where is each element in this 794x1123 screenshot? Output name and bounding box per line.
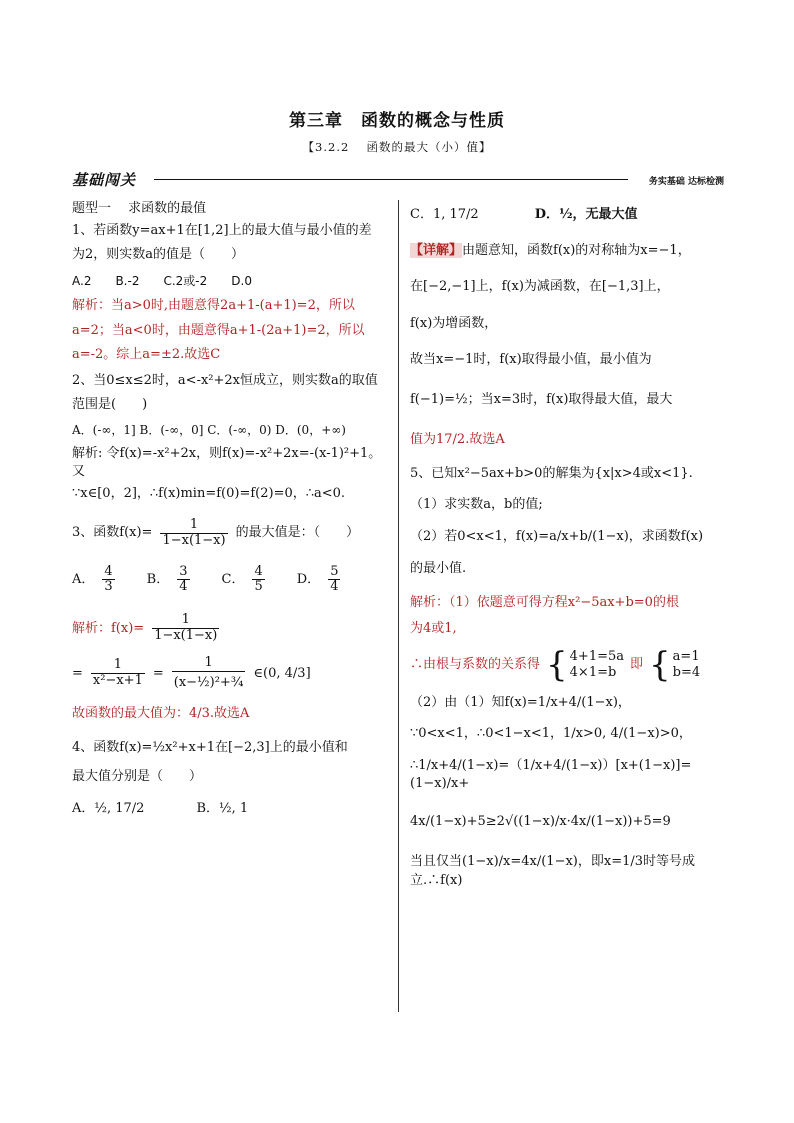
s5-sys2-eq2: b=4 [672,665,701,681]
s3-frac-den: 1−x(1−x) [154,628,218,644]
s3-prefix: 解析：f(x)= [72,620,145,636]
s5-line5: ∴1/x+4/(1−x)=（1/x+4/(1−x)）[x+(1−x)]=(1−x)/x+ [410,757,692,791]
q5-line1: 5、已知x²−5ax+b>0的解集为{x|x>4或x<1}. [410,466,693,482]
s3-eq-frac2 [172,656,246,691]
q4-options-cd [410,206,732,224]
q3-option-d-label: D． [296,571,321,587]
banner-rule [154,179,628,180]
s5-system-2: { a=1 b=4 [649,645,701,686]
d5-line: f(−1)=½；当x=3时，f(x)取得最大值，最大 [410,391,673,407]
q1-option-a: A.2 [72,273,92,288]
q3-option-d [297,565,343,596]
q3-option-a [72,565,117,596]
s5-system-intro: ∴由根与系数的关系得 [410,657,541,673]
d2-line: 在[−2,−1]上，f(x)为减函数，在[−1,3]上， [410,279,670,295]
q4-option-d: D．½，无最大值 [534,207,638,222]
s5-line2: 为4或1, [410,621,457,637]
s3-eq-set: ∈(0, 4/3] [253,665,311,681]
q3-option-c [222,565,267,596]
q3-option-b-frac [177,565,189,596]
s3-line1 [72,613,390,644]
q3-suffix: 的最大值是：（ ） [235,525,360,540]
s3-eq-n2: 1 [172,656,246,672]
q2-line2: 范围是( ) [72,397,148,413]
s5-line1: 解析：（1）依题意可得方程x²−5ax+b=0的根 [410,595,679,611]
type-heading: 题型一 求函数的最值 [72,201,207,216]
s3-line2: = $\frac{1}{\text{x²−x+1}}$ = $\frac{1}{\text{(x−½)²+¾}}$ ∈(0, 4/3] [72,655,311,691]
q3-b-num: 3 [179,563,188,579]
banner-tag: 务实基础 达标检测 [648,177,724,187]
s5-sys1-eq1: 4+1=5a [569,649,625,665]
d6-line: 值为17/2.故选A [410,432,505,448]
column-divider [398,200,399,1012]
page-title: 第三章 函数的概念与性质 [289,111,505,131]
q3-option-b-label: B． [146,571,170,587]
d4-line: 故当x=−1时，f(x)取得最小值，最小值为 [410,351,652,367]
banner-name: 基础闯关 [72,171,137,189]
right-column [410,200,732,890]
section-subtitle: 【3.2.2 函数的最大（小）值】 [302,140,492,154]
q1-options [72,273,390,290]
q3-a-den: 3 [104,579,113,595]
q3-options [72,565,390,596]
s3-frac-num: 1 [152,613,219,629]
section-banner [72,169,724,189]
s1-line3: a=-2。综上a=±2.故选C [72,346,221,362]
q4-option-b: B．½, 1 [196,800,249,816]
q3-c-den: 5 [254,579,263,595]
q3-c-num: 4 [254,563,263,579]
q4-option-c: C．1, 17/2 [410,207,479,222]
s3-eq-d1: x²−x+1 [92,673,143,689]
q3-d-num: 5 [330,563,339,579]
q3-option-c-label: C． [221,571,245,587]
d3-line: f(x)为增函数， [410,315,498,331]
q3-frac-num: 1 [160,518,227,534]
s5-system [410,645,732,686]
detail-tag: 【详解】 [410,243,463,259]
q3-frac-den: 1−x(1−x) [162,532,226,548]
s3-eq-n1: 1 [91,658,145,674]
q3-option-c-frac [252,565,264,596]
q1-option-c: C.2或-2 [163,273,208,288]
q4-line2: 最大值分别是（ ） [72,768,203,784]
s3-eq-frac1 [91,658,145,689]
q3-d-den: 4 [330,579,339,595]
q1-line1: 1、若函数y=ax+1在[1,2]上的最大值与最小值的差 [72,223,372,239]
d1-line [410,242,732,260]
s3-conclusion: 故函数的最大值为：4/3.故选A [72,706,250,722]
q5-line2: （1）求实数a，b的值; [410,496,543,512]
q3-fraction [160,518,227,549]
s2-line1: 解析: 令f(x)=-x²+2x，则f(x)=-x²+2x=-(x-1)²+1。又 [72,446,382,480]
s5-system-mid: 即 [630,657,644,673]
q4-line1: 4、函数f(x)=½x²+x+1在[−2,3]上的最小值和 [72,740,348,756]
q3-b-den: 4 [179,579,188,595]
s3-eq-d2: (x−½)²+¾ [173,675,244,691]
s1-line1: 解析：当a>0时,由题意得2a+1-(a+1)=2，所以 [72,298,355,314]
d1-text: 由题意知，函数f(x)的对称轴为x=−1， [462,243,691,259]
q3-option-a-frac [102,565,114,596]
q5-line4: 的最小值. [410,560,467,576]
q1-option-b: B.-2 [115,273,140,288]
s5-sys1-eq2: 4×1=b [569,665,617,681]
q3-a-num: 4 [104,563,113,579]
s5-line6: 4x/(1−x)+5≥2√((1−x)/x·4x/(1−x))+5=9 [410,814,671,830]
q1-line2: 为2，则实数a的值是（ ） [72,247,245,263]
q3-option-a-label: A． [72,571,95,587]
s3-fraction [152,613,219,644]
s5-system-1: { 4+1=5a 4×1=b [546,645,625,686]
q5-line3: （2）若0<x<1，f(x)=a/x+b/(1−x)，求函数f(x) [410,528,704,544]
s2-line2: ∵x∈[0，2]，∴f(x)min=f(0)=f(2)=0，∴a<0. [72,486,346,502]
q3-prefix: 3、函数f(x)= [72,525,153,540]
q1-option-d: D.0 [231,273,252,288]
q4-options-ab [72,800,390,818]
q2-line1: 2、当0≤x≤2时，a<-x²+2x恒成立，则实数a的取值 [72,372,378,388]
left-column [72,200,390,818]
s1-line2: a=2；当a<0时，由题意得a+1-(2a+1)=2，所以 [72,322,365,338]
q3-option-d-frac [328,565,340,596]
q4-option-a: A．½, 17/2 [72,800,145,816]
q2-options: A．(-∞，1] B．(-∞，0] C．(-∞，0) D．(0，+∞) [72,423,346,438]
s5-sys2-eq1: a=1 [672,649,700,665]
q3-stem [72,518,390,549]
s5-line4: ∵0<x<1，∴0<1−x<1，1/x>0, 4/(1−x)>0， [410,725,692,741]
s5-line3: （2）由（1）知f(x)=1/x+4/(1−x)， [410,695,631,711]
s5-line7: 当且仅当(1−x)/x=4x/(1−x)，即x=1/3时等号成立.∴f(x) [410,854,696,888]
q3-option-b [147,565,192,596]
